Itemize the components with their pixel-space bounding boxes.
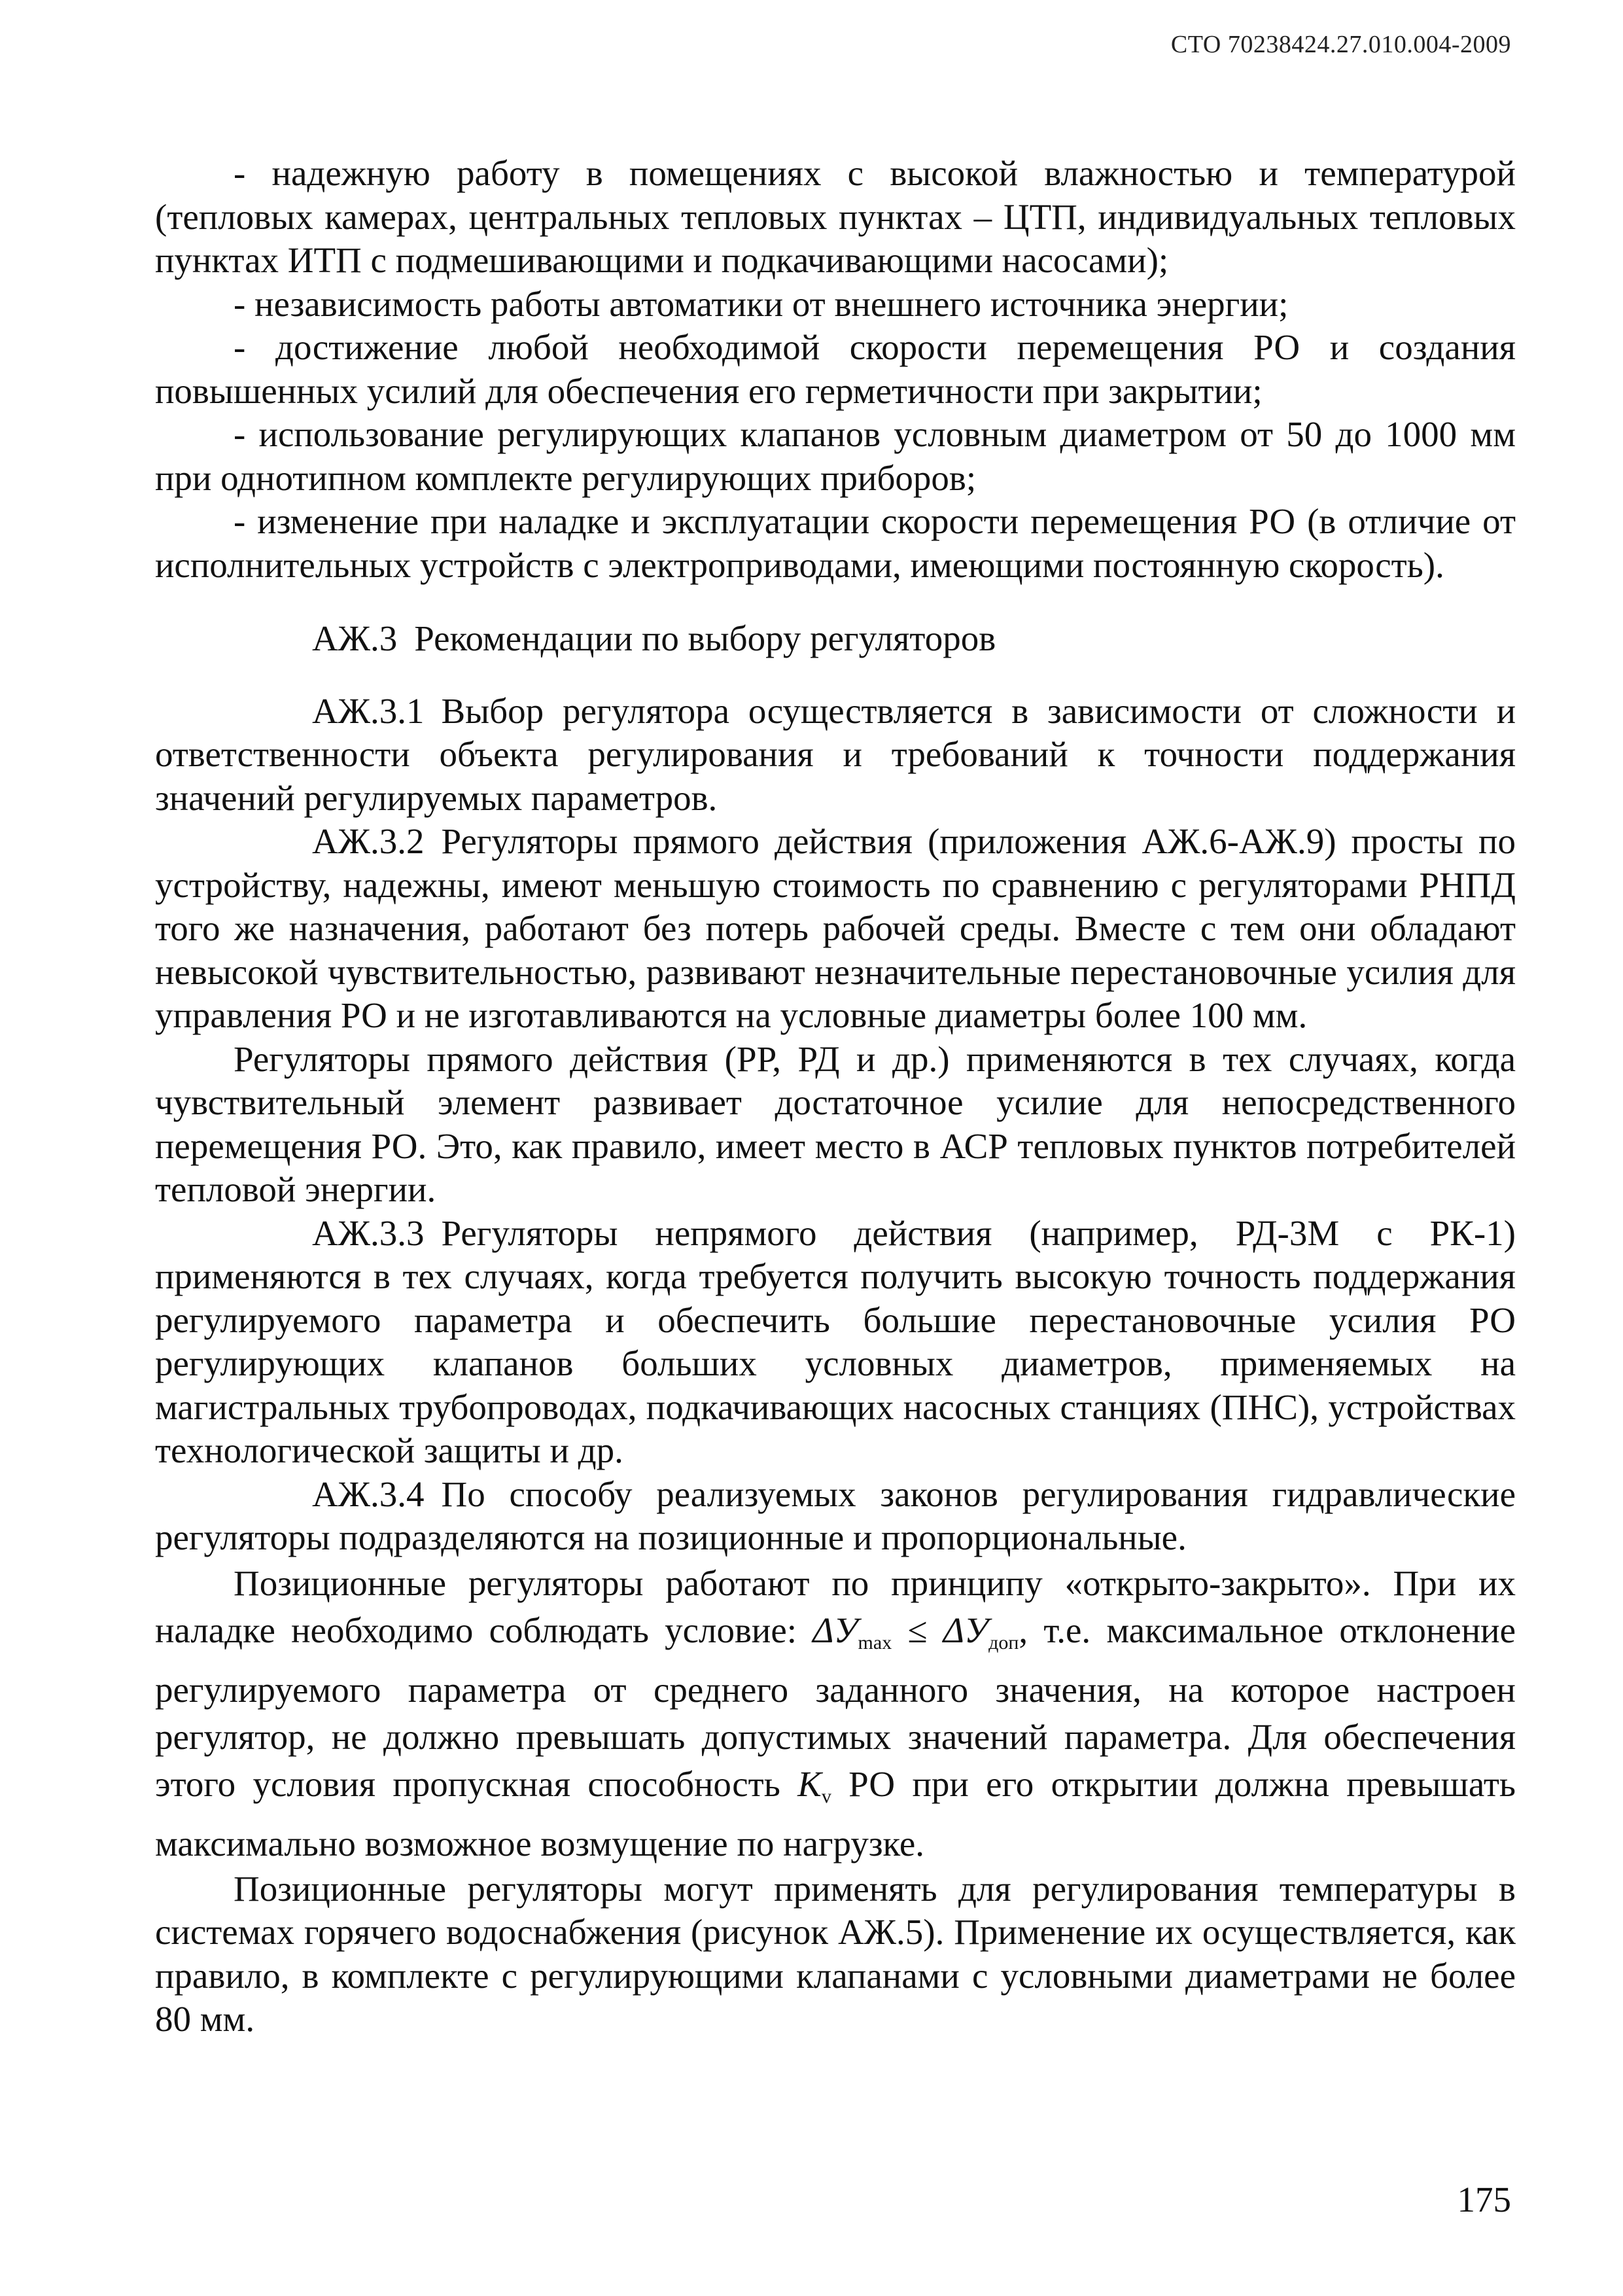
section-title: Рекомендации по выбору регуляторов [414, 618, 996, 658]
clause-number: АЖ.3.1 [312, 690, 425, 731]
text-run: Позиционные регуляторы работают по принципу «открыто-закрыто». При их наладке необходимо соблюдать условие: [155, 1563, 1516, 1650]
clause-text: Регуляторы непрямого действия (например, РД-3М с РК-1) применяются в тех случаях, когда требуется получить высокую точность поддержания регулируемого параметра и обеспечить большие перестановочные усилия РО регулирующих клапанов больших условных диаметров, применяемых на магистральных трубопроводах, подкачивающих насосных станциях (ПНС), устройствах технологической защиты и др. [155, 1212, 1516, 1470]
clause-number: АЖ.3.3 [312, 1212, 425, 1253]
bullet-item: - изменение при наладке и эксплуатации скорости перемещения РО (в отличие от исполнительных устройств с электроприводами, имеющими постоянную скорость). [155, 501, 1516, 585]
bullet-item: - надежную работу в помещениях с высокой влажностью и температурой (тепловых камерах, центральных тепловых пунктах – ЦТП, индивидуальных тепловых пунктах ИТП с подмешивающими и подкачивающими насосами); [155, 153, 1516, 280]
paragraph-positional-usage: Позиционные регуляторы могут применять для регулирования температуры в системах горячего водоснабжения (рисунок АЖ.5). Применение их осуществляется, как правило, в комплекте с регулирующими клапанами с условными диаметрами не более 80 мм. [155, 1868, 1516, 2039]
formula-delta-y-dop: $\Delta У_{доп}$ [943, 1610, 1019, 1653]
bullet-item: - независимость работы автоматики от внешнего источника энергии; [234, 283, 1289, 324]
clause-number: АЖ.3.2 [312, 821, 425, 861]
page-number: 175 [1457, 2180, 1511, 2219]
formula-kv: $K_v$ [797, 1763, 831, 1807]
paragraph-azh-3-4 [155, 1473, 1516, 1560]
clause-text: Регуляторы прямого действия (приложения АЖ.6-АЖ.9) просты по устройству, надежны, имеют меньшую стоимость по сравнению с регуляторами РНПД того же назначения, работают без потерь рабочей среды. Вместе с тем они обладают невысокой чувствительностью, развивают незначительные перестановочные усилия для управления РО и не изготавливаются на условные диаметры более 100 мм. [155, 821, 1516, 1035]
bullet-item: - достижение любой необходимой скорости перемещения РО и создания повышенных усилий для обеспечения его герметичности при закрытии; [155, 327, 1516, 411]
formula-delta-y-max: $\Delta У_{max}$ [812, 1610, 892, 1653]
text-run: РО при его открытии должна превышать максимально возможное возмущение по нагрузке. [155, 1763, 1516, 1863]
text-run: , т.е. максимальное отклонение регулируемого параметра от среднего заданного значения, на которое настроен регулятор, не должно превышать допустимых значений параметра. Для обеспечения этого условия пропускная способность [155, 1610, 1516, 1804]
paragraph-azh-3-3 [155, 1212, 1516, 1473]
paragraph-azh-3-1 [155, 690, 1516, 821]
paragraph-azh-3-2 [155, 820, 1516, 1038]
page-body [155, 152, 1516, 2041]
bullet-item: - использование регулирующих клапанов условным диаметром от 50 до 1000 мм при однотипном комплекте регулирующих приборов; [155, 414, 1516, 498]
document-code: СТО 70238424.27.010.004-2009 [1170, 31, 1511, 58]
clause-number: АЖ.3.4 [312, 1474, 425, 1514]
section-number: АЖ.3 [312, 618, 398, 658]
section-heading [155, 617, 1516, 661]
formula-relation: ≤ [907, 1610, 928, 1650]
paragraph-direct-regulators: Регуляторы прямого действия (РР, РД и др.) применяются в тех случаях, когда чувствительный элемент развивает достаточное усилие для непосредственного перемещения РО. Это, как правило, имеет место в АСР тепловых пунктов потребителей тепловой энергии. [155, 1038, 1516, 1209]
clause-text: По способу реализуемых законов регулирования гидравлические регуляторы подразделяются на позиционные и пропорциональные. [155, 1474, 1516, 1557]
paragraph-positional-regulators [155, 1560, 1516, 1867]
clause-text: Выбор регулятора осуществляется в зависимости от сложности и ответственности объекта регулирования и требований к точности поддержания значений регулируемых параметров. [155, 690, 1516, 818]
